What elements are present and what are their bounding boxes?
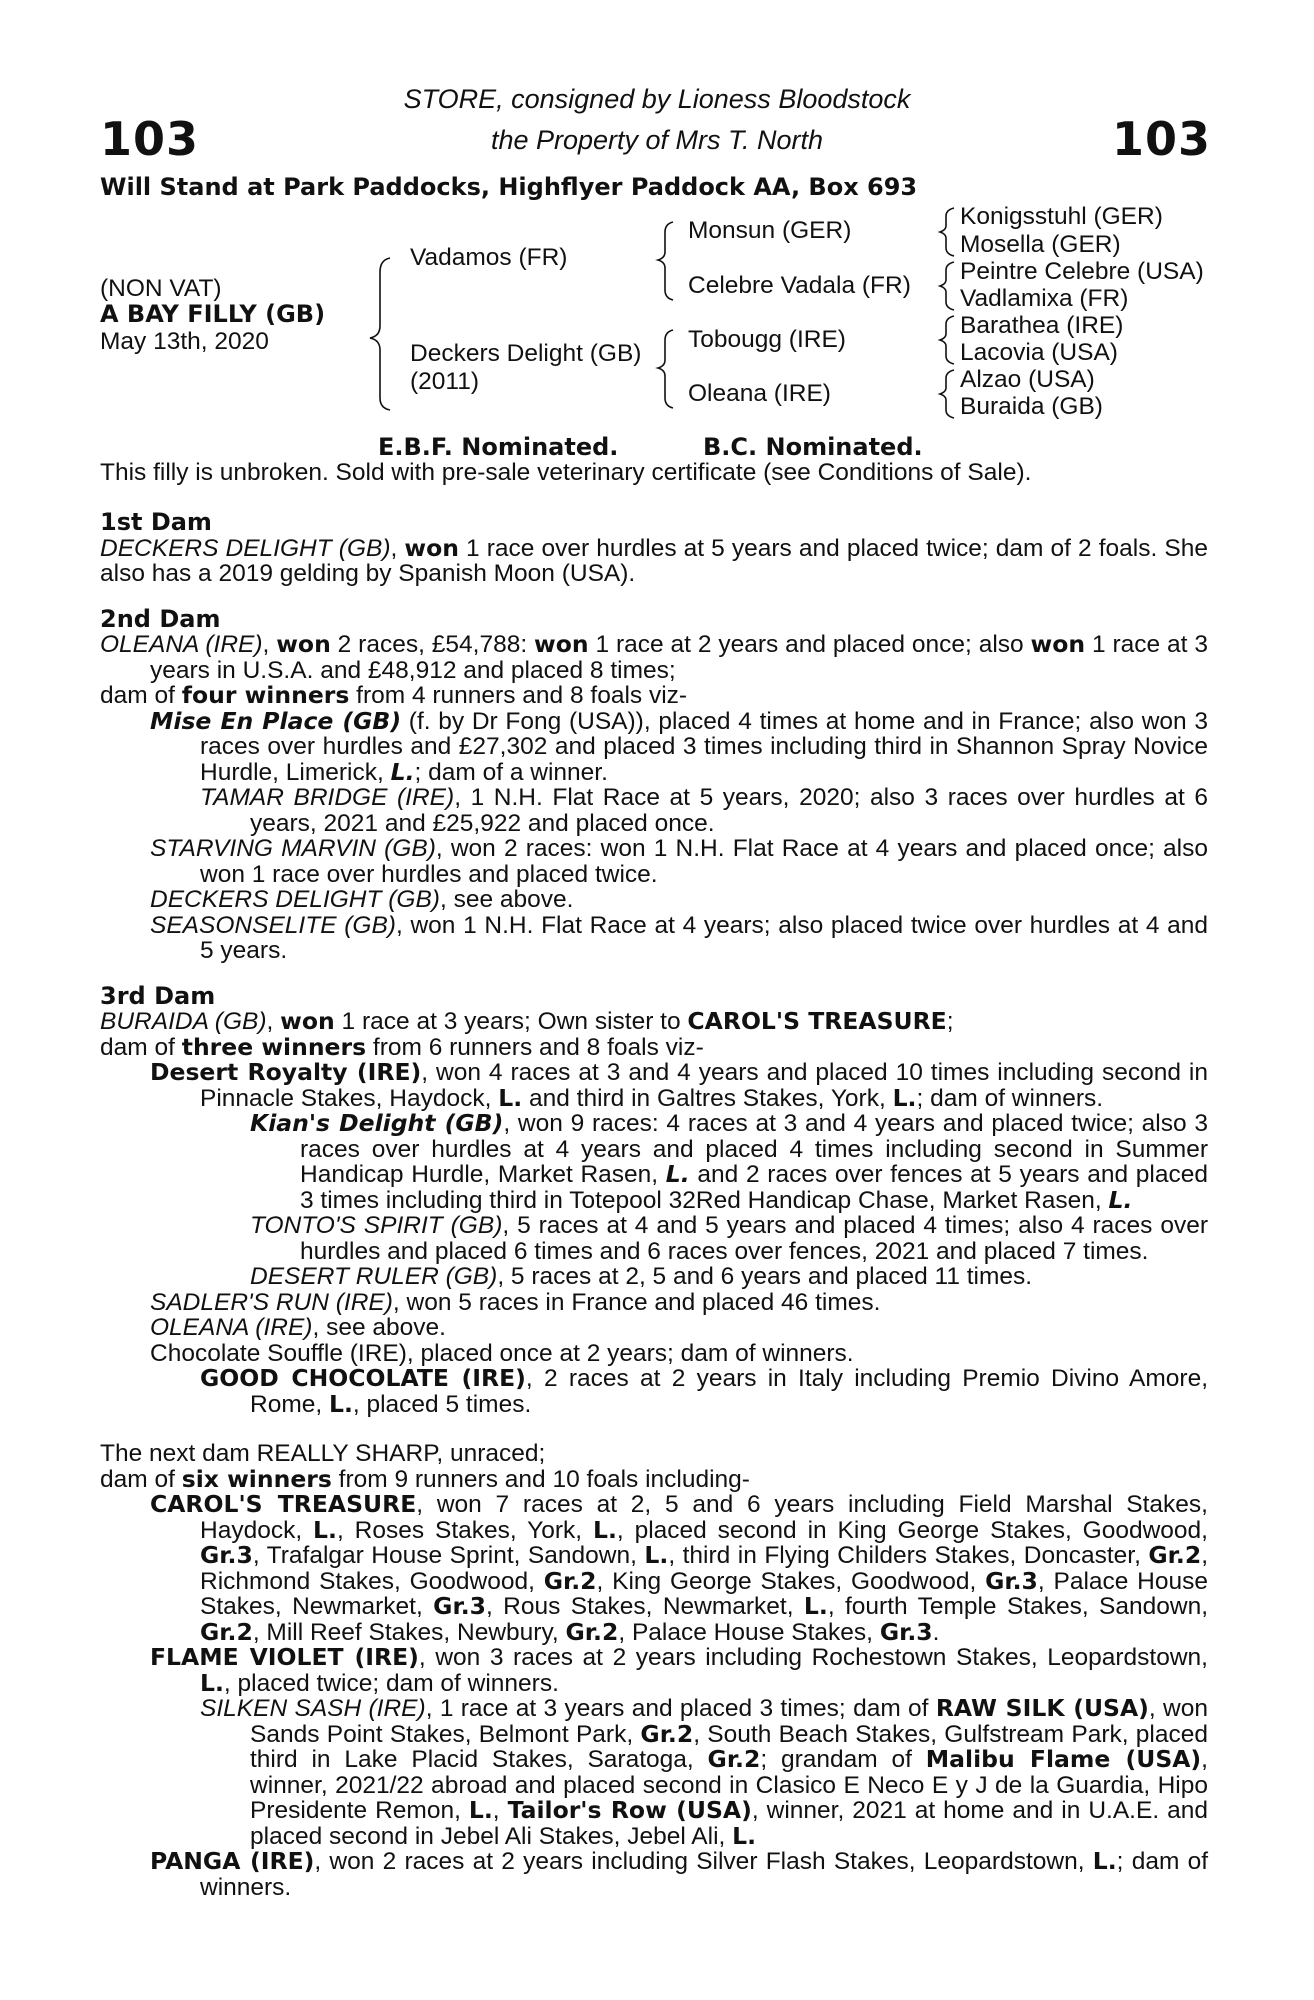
pedigree-paragraph	[100, 887, 1208, 913]
emphasis-text: DECKERS DELIGHT (GB)	[100, 534, 391, 562]
emphasis-text: Gr.2	[543, 1566, 597, 1595]
pedigree-sire-dam: Celebre Vadala (FR)	[688, 272, 911, 299]
pedigree-paragraph	[100, 836, 1208, 887]
body-text: , won 3 races at 2 years including Rochestown Stakes, Leopardstown,	[418, 1644, 1208, 1671]
emphasis-text: Kian's Delight (GB)	[250, 1109, 504, 1137]
pedigree-sire: Vadamos (FR)	[410, 244, 568, 271]
emphasis-text: three winners	[181, 1032, 367, 1061]
pedigree-paragraph	[100, 533, 1208, 587]
body-text: ; dam of winners.	[200, 1848, 1209, 1901]
bc-nomination: B.C. Nominated.	[703, 433, 923, 461]
emphasis-text: Gr.2	[707, 1745, 761, 1773]
emphasis-text: six winners	[181, 1464, 332, 1493]
body-text: , won 7 races at 2, 5 and 6 years including Field Marshal Stakes, Haydock,	[200, 1491, 1208, 1544]
pedigree-dd-dam: Buraida (GB)	[960, 393, 1103, 420]
emphasis-text: OLEANA (IRE)	[100, 631, 263, 658]
pedigree-sd-sire: Peintre Celebre (USA)	[960, 258, 1204, 285]
section-heading	[100, 604, 1208, 633]
body-text: , Palace House Stakes, Newmarket,	[200, 1567, 1208, 1620]
emphasis-text: L.	[200, 1668, 224, 1697]
body-text: from 6 runners and 8 foals viz-	[366, 1033, 704, 1061]
emphasis-text: four winners	[181, 681, 350, 709]
body-text: 1 race at 3 years in U.S.A. and £48,912 and placed 8 times;	[150, 631, 1208, 684]
body-text: , see above.	[312, 1314, 446, 1341]
pedigree-dam-year: (2011)	[410, 368, 480, 395]
pedigree-paragraph	[100, 1849, 1208, 1900]
body-text: , winner, 2021/22 abroad and placed second in Clasico E Neco E y J de la Guardia, Hipo Presidente Remon,	[250, 1746, 1208, 1824]
body-text: from 9 runners and 10 foals including-	[331, 1465, 750, 1493]
pedigree-paragraph	[100, 1264, 1208, 1290]
pedigree-paragraph	[100, 1492, 1208, 1645]
horse-name: A BAY FILLY (GB)	[100, 300, 326, 328]
emphasis-text: L.	[665, 1160, 690, 1188]
emphasis-text: Mise En Place (GB)	[150, 706, 402, 735]
pedigree-paragraph	[100, 913, 1208, 964]
emphasis-text: PANGA (IRE)	[150, 1847, 315, 1875]
pedigree-ds-dam: Lacovia (USA)	[960, 339, 1118, 366]
horse-dob: May 13th, 2020	[100, 328, 269, 355]
emphasis-text: FLAME VIOLET (IRE)	[150, 1643, 419, 1671]
body-text: , Trafalgar House Sprint, Sandown,	[252, 1542, 645, 1569]
body-text: ; dam of winners.	[916, 1084, 1104, 1112]
pedigree-paragraph	[100, 1341, 1208, 1367]
body-text: (f. by Dr Fong (USA)), placed 4 times at home and in France; also won 3 races over hurdles and £27,302 and placed 3 times including third in Shannon Spray Novice Hurdle, Limerick,	[200, 707, 1208, 786]
body-text: The next dam REALLY SHARP, unraced;	[100, 1440, 546, 1467]
sale-notes: This filly is unbroken. Sold with pre-sale veterinary certificate (see Conditions of Sale).	[100, 459, 1032, 486]
emphasis-text: L.	[468, 1796, 493, 1824]
body-text: , Rous Stakes, Newmarket,	[485, 1593, 804, 1620]
body-text: , won 1 N.H. Flat Race at 4 years; also placed twice over hurdles at 4 and 5 years.	[200, 911, 1209, 964]
emphasis-text: Gr.3	[879, 1617, 933, 1646]
body-text: ; dam of a winner.	[414, 758, 608, 786]
pedigree-paragraph	[100, 706, 1208, 786]
body-text: ,	[262, 631, 277, 658]
stand-location: Will Stand at Park Paddocks, Highflyer Paddock AA, Box 693	[100, 173, 918, 201]
emphasis-text: L.	[803, 1592, 828, 1620]
pedigree-paragraph	[100, 1032, 1208, 1061]
emphasis-text: Gr.2	[640, 1719, 694, 1748]
emphasis-text: Gr.2	[565, 1617, 619, 1646]
body-text: , King George Stakes, Goodwood,	[596, 1567, 986, 1595]
body-text: , won 2 races at 2 years including Silver Flash Stakes, Leopardstown,	[314, 1848, 1093, 1875]
section-heading	[100, 510, 1208, 536]
emphasis-text: OLEANA (IRE)	[150, 1314, 313, 1341]
body-text: , see above.	[439, 886, 574, 913]
emphasis-text: DECKERS DELIGHT (GB)	[150, 886, 440, 913]
pedigree-ss-dam: Mosella (GER)	[960, 231, 1121, 258]
pedigree-ss-sire: Konigsstuhl (GER)	[960, 203, 1163, 230]
body-text: , Roses Stakes, York,	[336, 1516, 593, 1544]
pedigree-paragraph	[100, 1366, 1208, 1417]
body-text: , 1 race at 3 years and placed 3 times; dam of	[425, 1695, 936, 1722]
lot-number-left: 103	[100, 112, 200, 166]
body-text: ; grandam of	[760, 1746, 926, 1773]
emphasis-text: BURAIDA (GB)	[100, 1008, 267, 1035]
pedigree-dam-sire: Tobougg (IRE)	[688, 326, 846, 353]
emphasis-text: L.	[892, 1083, 917, 1112]
body-text: , 2 races at 2 years in Italy including Premio Divino Amore, Rome,	[250, 1365, 1208, 1418]
pedigree-paragraph	[100, 1696, 1208, 1849]
pedigree-sire-sire: Monsun (GER)	[688, 217, 852, 244]
pedigree-sd-dam: Vadlamixa (FR)	[960, 285, 1129, 312]
body-text: , third in Flying Childers Stakes, Doncaster,	[668, 1542, 1149, 1569]
body-text: , Palace House Stakes,	[618, 1618, 880, 1646]
body-text: , 5 races at 2, 5 and 6 years and placed 11 times.	[497, 1263, 1033, 1290]
body-text: , fourth Temple Stakes, Sandown,	[827, 1593, 1208, 1620]
emphasis-text: STARVING MARVIN (GB)	[150, 835, 436, 862]
emphasis-text: GOOD CHOCOLATE (IRE)	[200, 1364, 526, 1392]
emphasis-text: DESERT RULER (GB)	[250, 1263, 498, 1290]
pedigree-dam-dam: Oleana (IRE)	[688, 380, 831, 407]
emphasis-text: won	[534, 630, 589, 658]
pedigree-paragraph	[100, 785, 1208, 836]
property-line: the Property of Mrs T. North	[490, 125, 824, 155]
body-text: , won 5 races in France and placed 46 times.	[392, 1288, 881, 1316]
emphasis-text: L.	[1108, 1185, 1133, 1214]
pedigree-paragraph	[100, 1645, 1208, 1696]
body-text: 1 race over hurdles at 5 years and placed twice; dam of 2 foals. She also has a 2019 gelding by Spanish Moon (USA).	[100, 534, 1208, 587]
body-text: dam of	[100, 1465, 182, 1493]
body-text: , South Beach Stakes, Gulfstream Park, placed third in Lake Placid Stakes, Saratoga,	[250, 1720, 1208, 1773]
body-text: , placed second in King George Stakes, Goodwood,	[616, 1516, 1208, 1544]
body-text: , won 9 races: 4 races at 3 and 4 years and placed twice; also 3 races over hurdles at 4 years and placed 4 times including second in Summer Handicap Hurdle, Market Rasen,	[300, 1110, 1209, 1188]
pedigree-paragraph	[100, 1213, 1208, 1264]
body-text: ,	[266, 1008, 281, 1035]
emphasis-text: L.	[1092, 1847, 1117, 1875]
body-text: ,	[390, 534, 405, 562]
emphasis-text: L.	[644, 1541, 669, 1569]
body-text: 1 race at 2 years and placed once; also	[588, 631, 1031, 658]
body-text: , placed twice; dam of winners.	[223, 1669, 559, 1697]
emphasis-text: L.	[313, 1515, 337, 1544]
pedigree-paragraph	[100, 1315, 1208, 1341]
pedigree-paragraph	[100, 1441, 1208, 1467]
body-text: 2nd Dam	[100, 604, 221, 633]
body-text: , 5 races at 4 and 5 years and placed 4 times; also 4 races over hurdles and placed 6 times and 6 races over fences, 2021 and placed 7 times.	[300, 1212, 1209, 1265]
vat-status: (NON VAT)	[100, 275, 222, 302]
body-text: , 1 N.H. Flat Race at 5 years, 2020; also 3 races over hurdles at 6 years, 2021 and £25,922 and placed once.	[250, 784, 1208, 837]
pedigree-paragraph	[100, 1111, 1208, 1213]
body-text: , Mill Reef Stakes, Newbury,	[252, 1618, 566, 1646]
body-text: Chocolate Souffle (IRE), placed once at 2 years; dam of winners.	[150, 1339, 854, 1367]
pedigree-paragraph	[100, 1060, 1208, 1111]
pedigree-paragraph	[100, 1464, 1208, 1493]
body-text: , won 4 races at 3 and 4 years and placed 10 times including second in Pinnacle Stakes, Haydock,	[200, 1059, 1208, 1112]
emphasis-text: Malibu Flame (USA)	[925, 1745, 1202, 1773]
emphasis-text: won	[404, 533, 459, 562]
emphasis-text: won	[280, 1007, 335, 1035]
emphasis-text: SILKEN SASH (IRE)	[200, 1695, 426, 1722]
body-text: 3rd Dam	[100, 981, 216, 1010]
emphasis-text: L.	[498, 1083, 523, 1112]
body-text: 2 races, £54,788:	[330, 631, 535, 658]
emphasis-text: CAROL'S TREASURE	[150, 1490, 417, 1518]
emphasis-text: Gr.3	[433, 1592, 486, 1620]
emphasis-text: CAROL'S TREASURE	[687, 1007, 947, 1035]
pedigree-paragraph	[100, 683, 1208, 709]
body-text: from 4 runners and 8 foals viz-	[349, 682, 688, 709]
body-text: and 2 races over fences at 5 years and placed 3 times including third in Totepool 32Red Handicap Chase, Market Rasen,	[300, 1161, 1208, 1214]
emphasis-text: L.	[328, 1389, 353, 1418]
pedigree-paragraph	[100, 1009, 1208, 1035]
emphasis-text: won	[1030, 630, 1086, 658]
pedigree-ds-sire: Barathea (IRE)	[960, 312, 1124, 339]
section-heading	[100, 981, 1208, 1010]
paragraph-gap	[100, 1417, 1208, 1441]
emphasis-text: TAMAR BRIDGE (IRE)	[200, 784, 455, 811]
body-text: .	[932, 1618, 940, 1646]
body-text: , placed 5 times.	[352, 1390, 532, 1418]
lot-number-right: 103	[1112, 112, 1212, 166]
pedigree-dam: Deckers Delight (GB)	[410, 340, 642, 367]
emphasis-text: SEASONSELITE (GB)	[150, 911, 396, 939]
pedigree-paragraph	[100, 632, 1208, 683]
emphasis-text: Tailor's Row (USA)	[507, 1796, 752, 1824]
family-details	[100, 510, 1208, 1900]
emphasis-text: Gr.2	[1148, 1541, 1202, 1569]
emphasis-text: L.	[732, 1821, 757, 1850]
emphasis-text: RAW SILK (USA)	[935, 1694, 1149, 1722]
emphasis-text: Gr.2	[200, 1617, 253, 1646]
body-text: dam of	[100, 682, 182, 709]
emphasis-text: SADLER'S RUN (IRE)	[150, 1288, 393, 1316]
body-text: 1 race at 3 years; Own sister to	[334, 1008, 688, 1035]
body-text: , Richmond Stakes, Goodwood,	[200, 1542, 1209, 1595]
emphasis-text: won	[276, 630, 331, 658]
consignor-line: STORE, consigned by Lioness Bloodstock	[403, 84, 911, 114]
body-text: dam of	[100, 1033, 182, 1061]
body-text: ,	[492, 1797, 508, 1824]
pedigree-dd-sire: Alzao (USA)	[960, 366, 1095, 393]
body-text: , won Sands Point Stakes, Belmont Park,	[250, 1695, 1209, 1748]
emphasis-text: Gr.3	[985, 1566, 1038, 1595]
body-text: and third in Galtres Stakes, York,	[522, 1084, 893, 1112]
emphasis-text: Gr.3	[200, 1541, 253, 1569]
body-text: 1st Dam	[100, 508, 212, 536]
emphasis-text: L.	[592, 1515, 617, 1544]
pedigree-paragraph	[100, 1290, 1208, 1316]
emphasis-text: L.	[390, 757, 415, 786]
emphasis-text: Desert Royalty (IRE)	[150, 1058, 422, 1086]
emphasis-text: TONTO'S SPIRIT (GB)	[250, 1212, 503, 1239]
body-text: ;	[946, 1008, 954, 1035]
ebf-nomination: E.B.F. Nominated.	[378, 433, 619, 461]
body-text: , winner, 2021 at home and in U.A.E. and placed second in Jebel Ali Stakes, Jebel Ali,	[250, 1797, 1208, 1850]
body-text: , won 2 races: won 1 N.H. Flat Race at 4 years and placed once; also won 1 race over hurdles and placed twice.	[200, 835, 1208, 888]
